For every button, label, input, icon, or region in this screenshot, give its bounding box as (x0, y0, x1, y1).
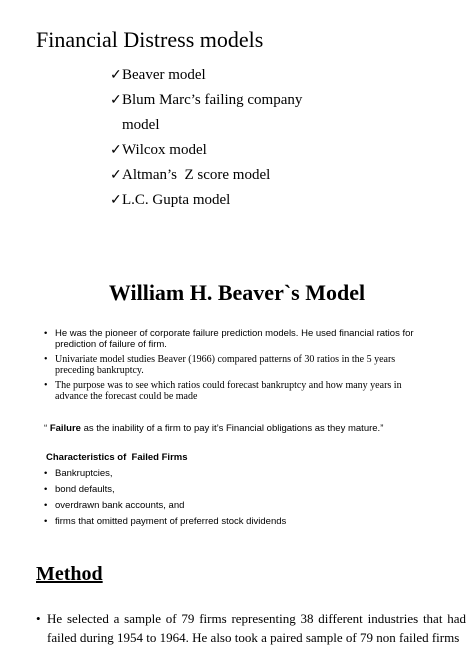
model-label: Blum Marc’s failing company (122, 92, 303, 108)
point-text: The purpose was to see which ratios could forecast bankruptcy and how many years in advance the forecast could be made (55, 380, 402, 402)
slide-title: Financial Distress models (36, 27, 264, 52)
bullet-icon: • (44, 328, 48, 339)
checkmark-icon: ✓ (110, 93, 122, 108)
model-label: Wilcox model (122, 142, 207, 158)
list-item (44, 498, 286, 514)
list-item (110, 139, 302, 164)
checkmark-icon: ✓ (110, 193, 122, 208)
list-item (110, 114, 302, 139)
list-item (110, 164, 302, 189)
characteristic-text: bond defaults, (55, 484, 115, 495)
list-item (110, 89, 302, 114)
model-label: model (122, 117, 160, 133)
bullet-icon: • (44, 380, 48, 391)
bullet-icon: • (44, 468, 48, 479)
bullet-icon: • (44, 484, 48, 495)
bullet-icon: • (36, 611, 41, 626)
characteristics-list (44, 466, 286, 530)
beaver-points-list (44, 328, 434, 406)
model-label: Beaver model (122, 67, 206, 83)
slide-title: Method (36, 563, 103, 585)
list-item (44, 354, 434, 376)
quote-rest: as the inability of a firm to pay it’s Financial obligations as they mature.” (80, 423, 384, 434)
characteristic-text: Bankruptcies, (55, 468, 113, 479)
list-item (110, 64, 302, 89)
characteristic-text: firms that omitted payment of preferred stock dividends (55, 516, 287, 527)
model-label: Altman’s Z score model (122, 167, 271, 183)
characteristics-heading: Characteristics of Failed Firms (46, 452, 188, 463)
method-paragraph (36, 609, 466, 647)
list-item (44, 380, 434, 402)
bullet-icon: • (44, 500, 48, 511)
failure-term: Failure (49, 423, 81, 434)
model-list (110, 64, 302, 214)
point-text: Univariate model studies Beaver (1966) compared patterns of 30 ratios in the 5 years preceding bankruptcy. (55, 354, 396, 376)
list-item (44, 466, 286, 482)
bullet-icon: • (44, 516, 48, 527)
list-item (44, 328, 434, 350)
checkmark-icon: ✓ (110, 168, 122, 183)
bullet-icon: • (44, 354, 48, 365)
point-text: He was the pioneer of corporate failure prediction models. He used financial ratios for prediction of failure of firm. (55, 328, 414, 350)
checkmark-icon: ✓ (110, 68, 122, 83)
method-text: He selected a sample of 79 firms representing 38 different industries that had failed during 1954 to 1964. He also took a paired sample of 79 non failed firms (47, 611, 466, 645)
list-item (110, 189, 302, 214)
model-label: L.C. Gupta model (122, 192, 231, 208)
characteristic-text: overdrawn bank accounts, and (55, 500, 185, 511)
checkmark-icon: ✓ (110, 143, 122, 158)
list-item (44, 514, 286, 530)
list-item (44, 482, 286, 498)
slide-title: William H. Beaver`s Model (108, 280, 366, 305)
failure-definition (44, 423, 444, 434)
quote-open: “ (44, 423, 50, 434)
